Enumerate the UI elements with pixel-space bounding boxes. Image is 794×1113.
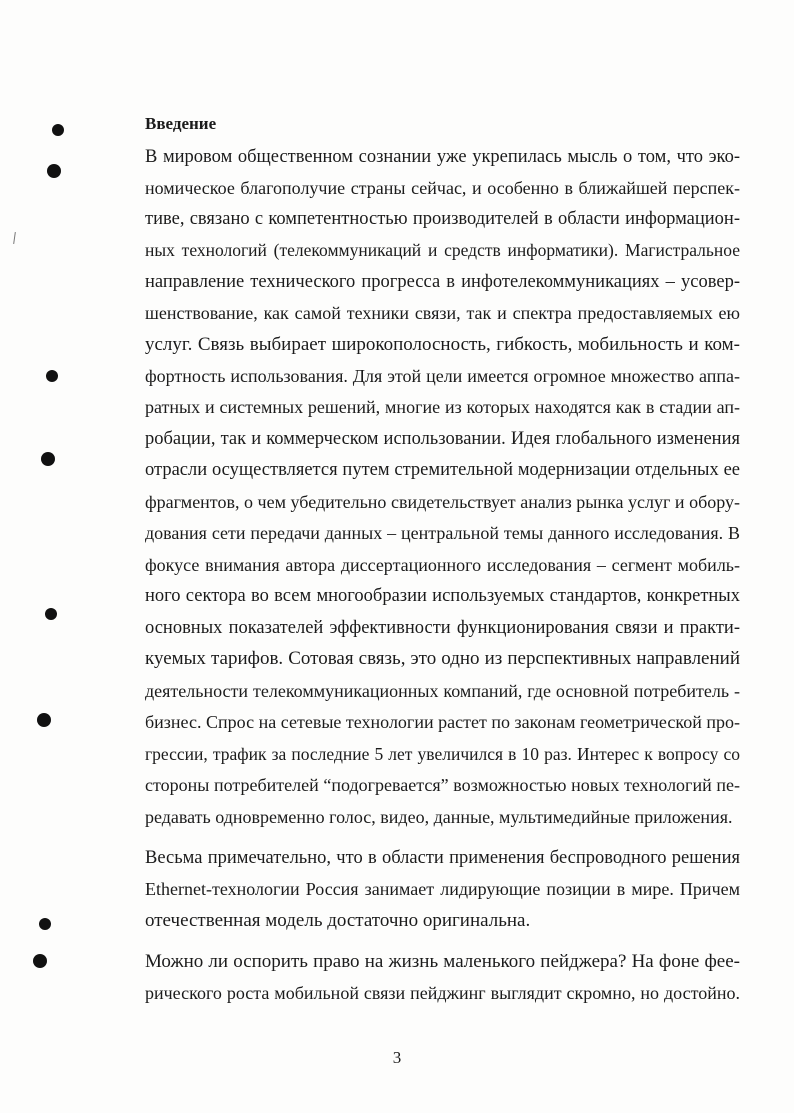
punch-hole-mark	[41, 452, 55, 466]
text-line: редавать одновременно голос, видео, данные, мультимедийные приложения.	[145, 807, 733, 827]
text-line: куемых тарифов. Сотовая связь, это одно из перспективных направлений	[145, 648, 740, 669]
text-line: тиве, связано с компетентностью производителей в области информацион-	[145, 209, 740, 229]
text-line: деятельности телекоммуникационных компаний, где основной потребитель -	[145, 681, 740, 701]
text-line: направление технического прогресса в инфотелекоммуникациях – усовер-	[145, 272, 740, 292]
punch-hole-mark	[33, 954, 47, 968]
text-line: робации, так и коммерческом использовании. Идея глобального изменения	[145, 429, 740, 449]
text-line: фрагментов, о чем убедительно свидетельствует анализ рынка услуг и обору-	[145, 492, 740, 512]
punch-hole-mark	[47, 164, 61, 178]
punch-hole-mark	[39, 918, 51, 930]
text-line: фокусе внимания автора диссертационного исследования – сегмент мобиль-	[145, 555, 740, 575]
text-line: шенствование, как самой техники связи, так и спектра предоставляемых ею	[145, 303, 740, 323]
text-line: Весьма примечательно, что в области применения беспроводного решения	[145, 848, 740, 868]
text-line: фортность использования. Для этой цели имеется огромное множество аппа-	[145, 366, 740, 386]
page-number: 3	[392, 1048, 402, 1067]
text-line: отрасли осуществляется путем стремительной модернизации отдельных ее	[145, 460, 740, 480]
text-line: Ethernet-технологии Россия занимает лидирующие позиции в мире. Причем	[145, 879, 740, 899]
text-line: ных технологий (телекоммуникаций и средств информатики). Магистральное	[145, 240, 740, 260]
text-line: дования сети передачи данных – центральной темы данного исследования. В	[145, 523, 740, 543]
text-line: услуг. Связь выбирает широкополосность, гибкость, мобильность и ком-	[145, 334, 740, 355]
text-line: бизнес. Спрос на сетевые технологии растет по законам геометрической про-	[145, 712, 740, 732]
text-line: В мировом общественном сознании уже укрепилась мысль о том, что эко-	[145, 147, 740, 167]
text-line: основных показателей эффективности функционирования связи и практи-	[145, 618, 740, 638]
text-line: номическое благополучие страны сейчас, и особенно в ближайшей перспек-	[145, 178, 740, 198]
text-line: отечественная модель достаточно оригинальна.	[145, 910, 531, 931]
text-line: грессии, трафик за последние 5 лет увеличился в 10 раз. Интерес к вопросу со	[145, 744, 740, 764]
text-line: стороны потребителей “подогревается” возможностью новых технологий пе-	[145, 775, 740, 795]
scan-artifact-mark	[13, 232, 16, 244]
text-line: ного сектора во всем многообразии используемых стандартов, конкретных	[145, 586, 740, 606]
section-heading: Введение	[145, 114, 217, 133]
text-line: Можно ли оспорить право на жизнь маленького пейджера? На фоне фее-	[145, 951, 740, 972]
punch-hole-mark	[46, 370, 58, 382]
punch-hole-mark	[37, 713, 51, 727]
punch-hole-mark	[45, 608, 57, 620]
punch-hole-mark	[52, 124, 64, 136]
text-line: ратных и системных решений, многие из которых находятся как в стадии ап-	[145, 397, 740, 417]
text-line: рического роста мобильной связи пейджинг выглядит скромно, но достойно.	[145, 983, 740, 1003]
